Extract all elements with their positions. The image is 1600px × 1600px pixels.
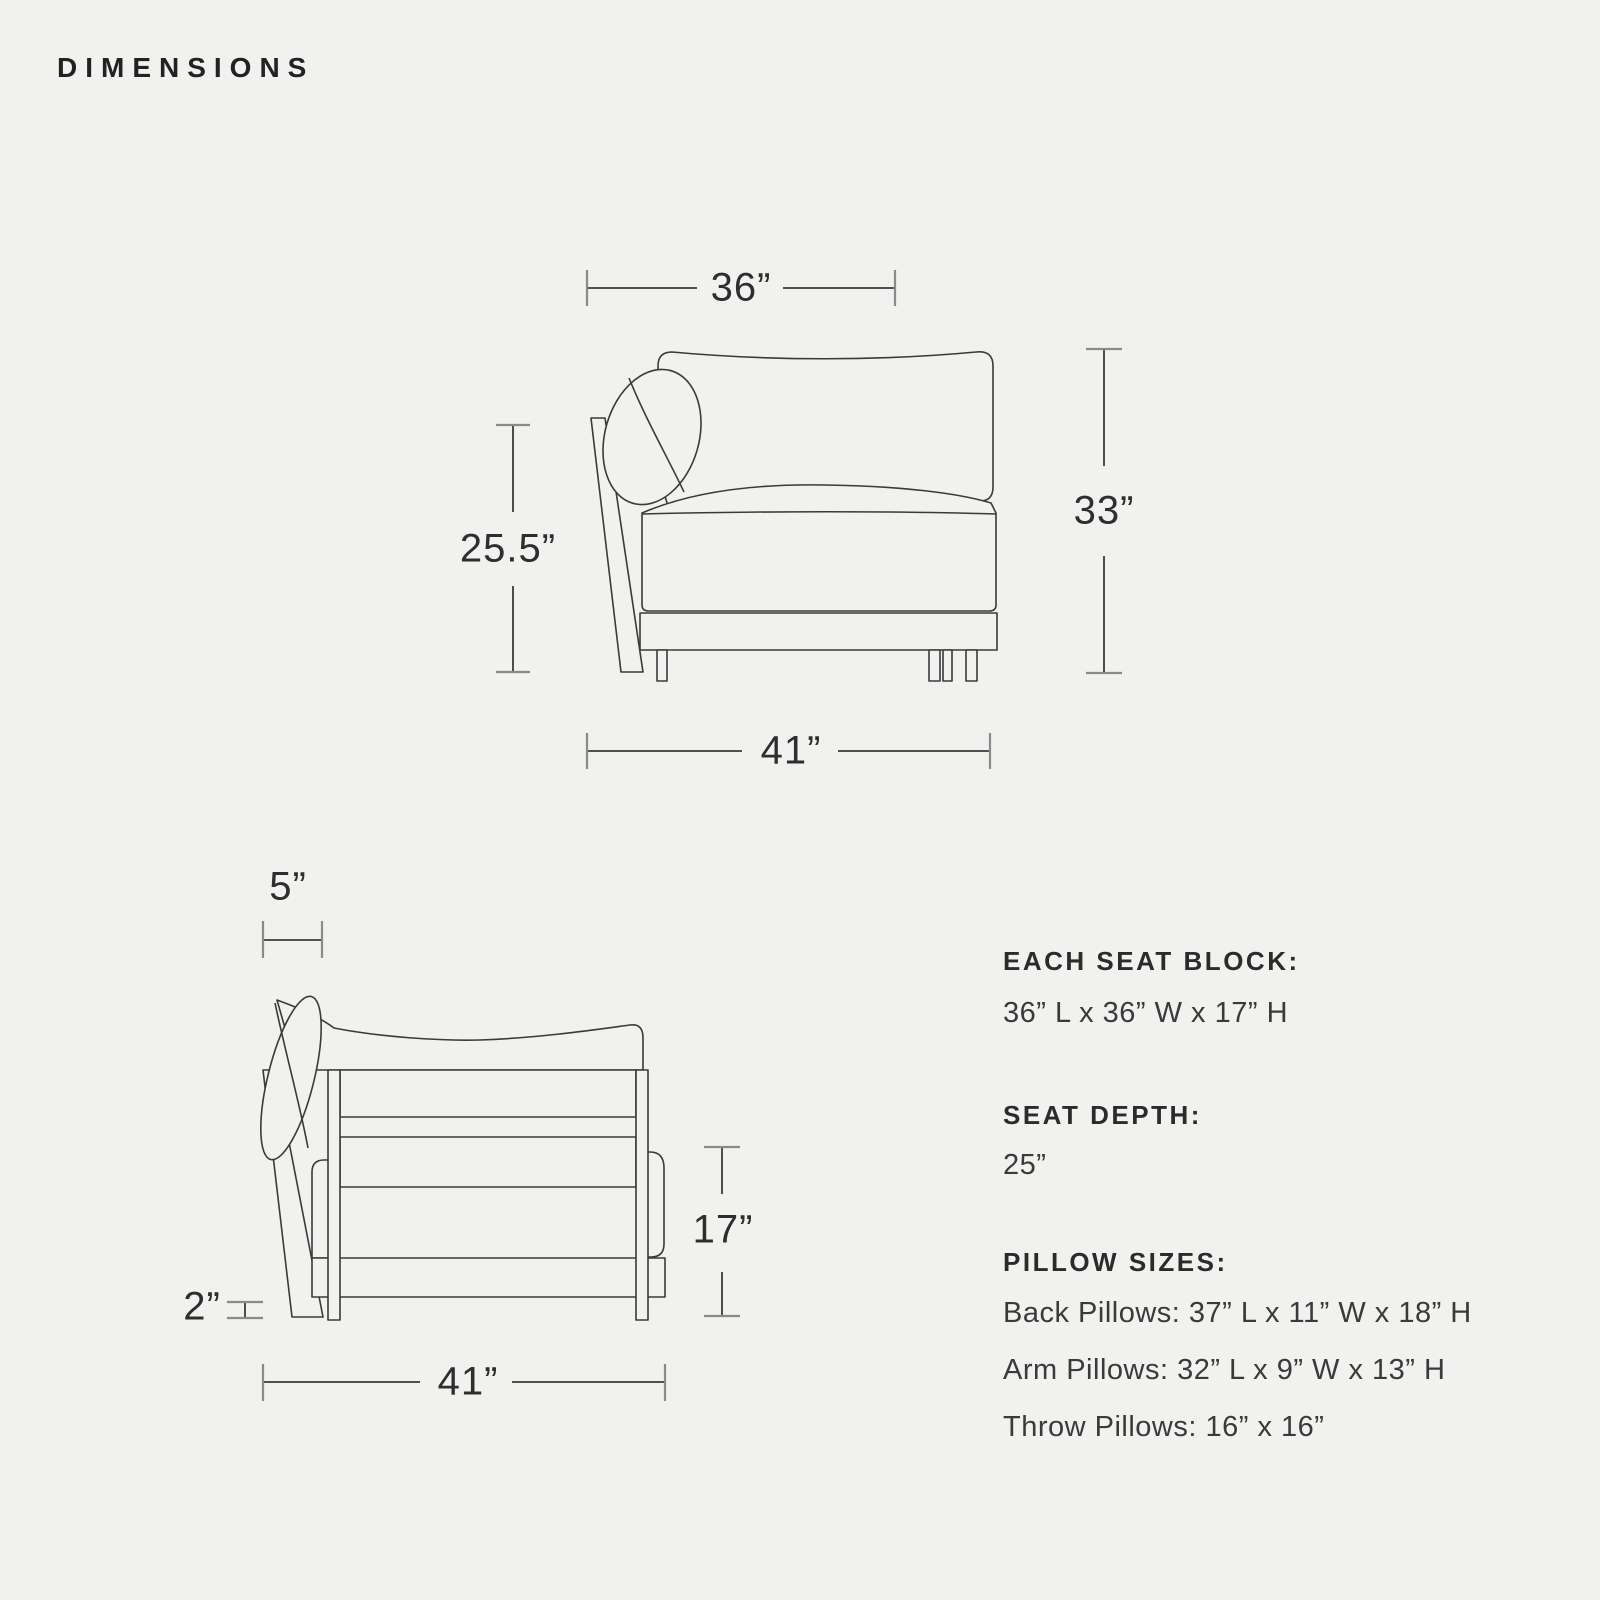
throw-pillows-value: Throw Pillows: 16” x 16” <box>1003 1411 1325 1443</box>
side-depth-label: 41” <box>760 728 822 773</box>
seat-depth-heading: SEAT DEPTH: <box>1003 1100 1202 1130</box>
leg <box>657 650 667 681</box>
seat-cushion-right <box>647 1152 664 1257</box>
back-arm-width-label: 5” <box>269 864 307 909</box>
seat-cushion <box>642 485 996 611</box>
seat-block-heading: EACH SEAT BLOCK: <box>1003 946 1300 976</box>
leg <box>929 650 940 681</box>
side-back-width-label: 36” <box>710 265 772 310</box>
pillow-sizes-heading: PILLOW SIZES: <box>1003 1247 1228 1277</box>
leg <box>966 650 977 681</box>
arm-pillow <box>248 991 333 1165</box>
back-width-label: 41” <box>437 1359 499 1404</box>
base-rail <box>640 613 997 650</box>
frame-post <box>636 1070 648 1320</box>
base-rail <box>312 1258 665 1297</box>
seat-depth-value: 25” <box>1003 1149 1047 1181</box>
frame-rail <box>340 1137 636 1187</box>
arm-pillows-value: Arm Pillows: 32” L x 9” W x 13” H <box>1003 1354 1446 1386</box>
back-seat-height-label: 17” <box>692 1207 754 1252</box>
back-pillows-value: Back Pillows: 37” L x 11” W x 18” H <box>1003 1297 1472 1329</box>
page-title: DIMENSIONS <box>57 52 315 83</box>
side-view-drawing <box>588 352 997 681</box>
seat-block-value: 36” L x 36” W x 17” H <box>1003 997 1289 1029</box>
side-back-height-label: 25.5” <box>459 526 557 571</box>
back-view-drawing <box>248 991 665 1320</box>
back-base-height-label: 2” <box>183 1284 221 1329</box>
leg <box>943 650 952 681</box>
back-cushion <box>277 1000 643 1070</box>
dim-back-base-height <box>227 1302 263 1318</box>
frame-post <box>328 1070 340 1320</box>
frame-rail <box>340 1070 636 1117</box>
side-total-height-label: 33” <box>1073 488 1135 533</box>
back-pillow <box>658 352 993 506</box>
dim-back-arm-width <box>263 921 322 958</box>
